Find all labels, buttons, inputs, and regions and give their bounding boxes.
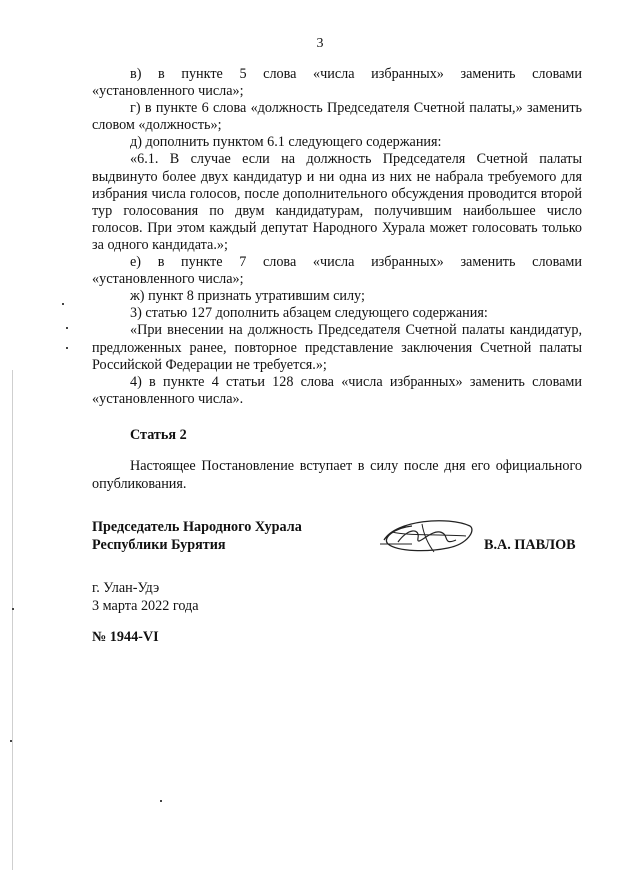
paragraph-v: в) в пункте 5 слова «числа избранных» заменить словами «установленного числа»; [92, 66, 582, 100]
paragraph-3: 3) статью 127 дополнить абзацем следующего содержания: [130, 305, 488, 322]
signer-name: В.А. ПАВЛОВ [484, 537, 576, 553]
paragraph-4: 4) в пункте 4 статьи 128 слова «числа избранных» заменить словами «установленного числа». [92, 373, 582, 407]
scan-speck [10, 740, 12, 742]
scan-speck [160, 800, 162, 802]
paragraph-6-1: «6.1. В случае если на должность Председателя Счетной палаты выдвинуто более двух кандидатур и ни одна из них не набрала требуемого для избрания числа голосов, после дополнительного обсуждения проводится второй тур голосования по двум кандидатурам, получившим наибольшее число голосов. При этом каждый депутат Народного Хурала может голосовать только за одного кандидата.»; [92, 151, 582, 253]
scan-speck [66, 347, 68, 349]
amendments-text [92, 66, 582, 408]
signature-image [378, 514, 478, 558]
scan-speck [66, 327, 68, 329]
paragraph-127-quote: «При внесении на должность Председателя Счетной палаты кандидатур, предложенных ранее, повторное представление заключения Счетной палаты Российской Федерации не требуется.»; [92, 322, 582, 373]
scan-margin-line [12, 370, 13, 870]
place-and-date [92, 580, 199, 615]
scan-speck [62, 303, 64, 305]
signer-title [92, 519, 302, 554]
signer-title-line1: Председатель Народного Хурала [92, 519, 302, 535]
paragraph-e: е) в пункте 7 слова «числа избранных» заменить словами «установленного числа»; [92, 254, 582, 288]
scan-speck [12, 608, 14, 610]
paragraph-g: г) в пункте 6 слова «должность Председателя Счетной палаты,» заменить словом «должность»; [92, 100, 582, 134]
signer-title-line2: Республики Бурятия [92, 536, 226, 553]
final-paragraph: Настоящее Постановление вступает в силу после дня его официального опубликования. [92, 458, 582, 492]
document-number: № 1944-VI [92, 629, 159, 645]
page-number: 3 [316, 36, 324, 51]
date: 3 марта 2022 года [92, 597, 199, 614]
paragraph-zh: ж) пункт 8 признать утратившим силу; [130, 288, 365, 305]
article-heading: Статья 2 [130, 427, 187, 443]
city: г. Улан-Удэ [92, 580, 160, 596]
paragraph-d: д) дополнить пунктом 6.1 следующего содержания: [130, 134, 442, 151]
